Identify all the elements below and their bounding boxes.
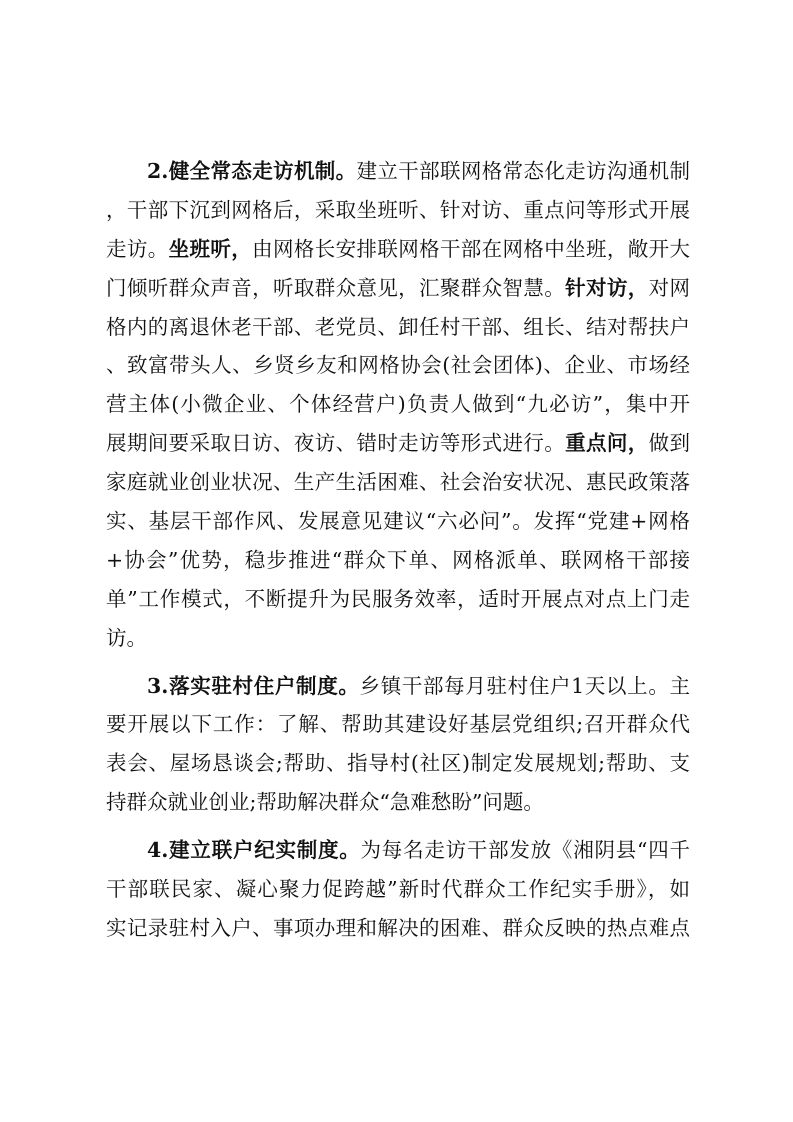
body-text: 建立干部联网格常态化走访沟通机制 [356, 159, 691, 183]
paragraph [106, 152, 690, 658]
body-text: 对网 [648, 275, 691, 300]
body-text: 干部联民家、凝心聚力促跨越”新时代群众工作纪实手册》，如 [106, 877, 690, 902]
body-text: 表会、屋场恳谈会;帮助、指导村(社区)制定发展规划;帮助、支 [106, 751, 690, 776]
text-line [106, 619, 690, 658]
text-line [106, 463, 690, 502]
paragraph [106, 667, 690, 823]
bold-heading-text: 3.落实驻村住户制度。 [147, 673, 360, 698]
paragraph-gap [106, 658, 690, 667]
body-text: 门倾听群众声音，听取群众意见，汇聚群众智慧。 [106, 275, 566, 300]
bold-heading-text: 重点问， [565, 431, 649, 456]
body-text: 做到 [648, 431, 691, 456]
body-text: 、致富带头人、乡贤乡友和网格协会(社会团体)、企业、市场经 [106, 353, 690, 378]
body-text: 家庭就业创业状况、生产生活困难、社会治安状况、惠民政策落 [106, 470, 690, 495]
body-text: 实、基层干部作风、发展意见建议“六必问”。发挥“党建+网格 [106, 509, 690, 534]
body-text: 营主体(小微企业、个体经营户)负责人做到“九必访”，集中开 [106, 392, 690, 417]
text-line [106, 667, 690, 706]
body-text: 由网格长安排联网格干部在网格中坐班，敞开大 [252, 236, 691, 261]
bold-heading-text: 坐班听， [168, 236, 253, 261]
text-line [106, 346, 690, 385]
paragraph-gap [106, 822, 690, 831]
text-line [106, 191, 690, 230]
text-line [106, 541, 690, 580]
body-text: 乡镇干部每月驻村住户1天以上。主 [359, 673, 691, 698]
body-text: 单”工作模式，不断提升为民服务效率，适时开展点对点上门走 [106, 586, 690, 611]
body-text: ，干部下沉到网格后，采取坐班听、针对访、重点问等形式开展 [106, 197, 690, 222]
paragraph [106, 831, 690, 948]
text-line [106, 230, 690, 269]
text-line [106, 152, 690, 191]
text-line [106, 909, 690, 948]
bold-heading-text: 针对访， [565, 275, 649, 300]
body-text: 为每名走访干部发放《湘阴县“四千 [360, 838, 690, 863]
text-line [106, 580, 690, 619]
text-line [106, 269, 690, 308]
text-line [106, 870, 690, 909]
body-text: 走访。 [106, 236, 169, 261]
text-line [106, 831, 690, 870]
body-text: 格内的离退休老干部、老党员、卸任村干部、组长、结对帮扶户 [106, 314, 690, 339]
text-line [106, 308, 690, 347]
text-line [106, 502, 690, 541]
bold-heading-text: 4.建立联户纪实制度。 [147, 838, 361, 863]
document-page [106, 152, 690, 948]
body-text: +协会”优势，稳步推进“群众下单、网格派单、联网格干部接 [106, 547, 690, 572]
text-line [106, 705, 690, 744]
bold-heading-text: 2.健全常态走访机制。 [147, 159, 357, 183]
body-text: 要开展以下工作：了解、帮助其建设好基层党组织;召开群众代 [106, 712, 690, 737]
body-text: 访。 [106, 625, 147, 650]
text-line [106, 424, 690, 463]
body-text: 实记录驻村入户、事项办理和解决的困难、群众反映的热点难点 [106, 915, 690, 940]
text-line [106, 385, 690, 424]
text-line [106, 744, 690, 783]
body-text: 展期间要采取日访、夜访、错时走访等形式进行。 [106, 431, 566, 456]
text-line [106, 783, 690, 822]
body-text: 持群众就业创业;帮助解决群众“急难愁盼”问题。 [106, 790, 544, 815]
